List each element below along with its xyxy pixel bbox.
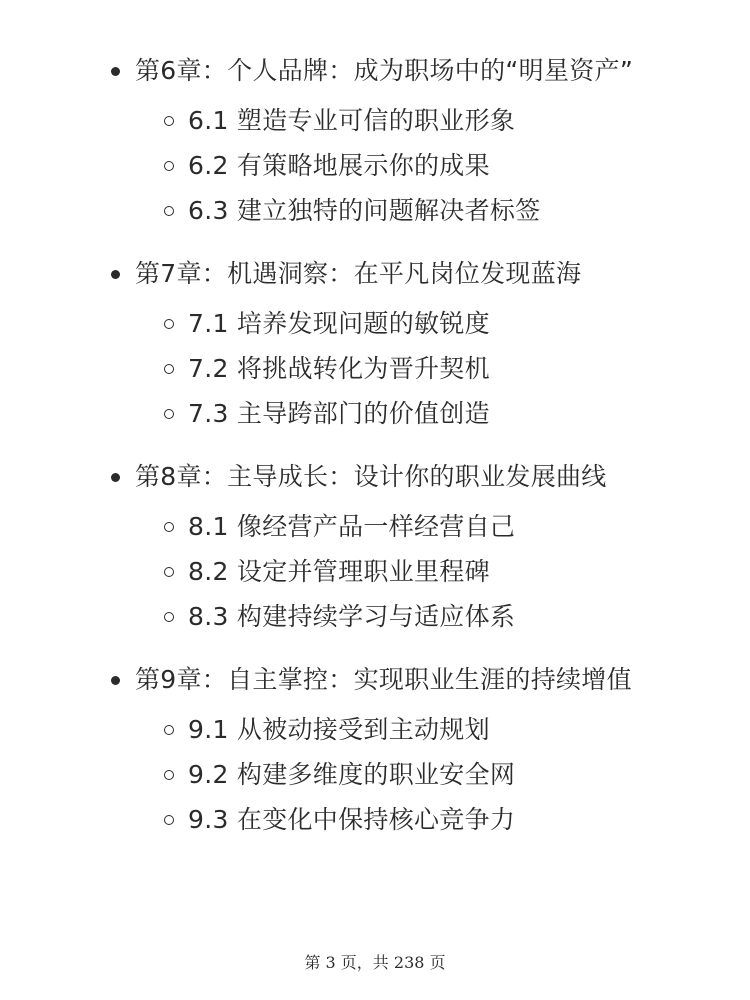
bullet-circle-icon <box>164 116 174 126</box>
chapter-title: 第9章：自主掌控：实现职业生涯的持续增值 <box>135 665 632 694</box>
section-item <box>135 102 670 147</box>
section-item <box>135 350 670 395</box>
section-title: 8.2 设定并管理职业里程碑 <box>188 557 490 586</box>
section-title: 7.2 将挑战转化为晋升契机 <box>188 354 490 383</box>
section-title: 9.3 在变化中保持核心竞争力 <box>188 805 516 834</box>
bullet-circle-icon <box>164 364 174 374</box>
chapter-title: 第6章：个人品牌：成为职场中的“明星资产” <box>135 56 634 85</box>
chapter-item <box>0 52 750 237</box>
section-title: 6.1 塑造专业可信的职业形象 <box>188 106 516 135</box>
bullet-disc-icon <box>111 676 120 685</box>
section-list <box>135 102 670 237</box>
section-item <box>135 801 670 846</box>
chapter-item <box>0 255 750 440</box>
chapter-title: 第8章：主导成长：设计你的职业发展曲线 <box>135 462 607 491</box>
bullet-circle-icon <box>164 161 174 171</box>
chapter-list <box>0 52 750 864</box>
section-item <box>135 305 670 350</box>
bullet-circle-icon <box>164 319 174 329</box>
bullet-circle-icon <box>164 409 174 419</box>
section-list <box>135 305 670 440</box>
section-title: 9.1 从被动接受到主动规划 <box>188 715 490 744</box>
section-item <box>135 192 670 237</box>
bullet-disc-icon <box>111 473 120 482</box>
bullet-circle-icon <box>164 206 174 216</box>
section-item <box>135 147 670 192</box>
bullet-circle-icon <box>164 815 174 825</box>
bullet-disc-icon <box>111 67 120 76</box>
bullet-circle-icon <box>164 612 174 622</box>
bullet-circle-icon <box>164 770 174 780</box>
chapter-item <box>0 458 750 643</box>
section-item <box>135 553 670 598</box>
section-item <box>135 598 670 643</box>
section-item <box>135 395 670 440</box>
section-item <box>135 711 670 756</box>
bullet-circle-icon <box>164 567 174 577</box>
section-list <box>135 508 670 643</box>
section-list <box>135 711 670 846</box>
section-title: 6.3 建立独特的问题解决者标签 <box>188 196 541 225</box>
bullet-circle-icon <box>164 725 174 735</box>
section-title: 6.2 有策略地展示你的成果 <box>188 151 490 180</box>
section-item <box>135 508 670 553</box>
chapter-item <box>0 661 750 846</box>
section-title: 8.3 构建持续学习与适应体系 <box>188 602 516 631</box>
section-title: 8.1 像经营产品一样经营自己 <box>188 512 516 541</box>
bullet-disc-icon <box>111 270 120 279</box>
section-title: 7.3 主导跨部门的价值创造 <box>188 399 490 428</box>
section-title: 9.2 构建多维度的职业安全网 <box>188 760 516 789</box>
page-number-footer: 第 3 页，共 238 页 <box>304 953 446 972</box>
section-item <box>135 756 670 801</box>
chapter-title: 第7章：机遇洞察：在平凡岗位发现蓝海 <box>135 259 582 288</box>
section-title: 7.1 培养发现问题的敏锐度 <box>188 309 490 338</box>
bullet-circle-icon <box>164 522 174 532</box>
